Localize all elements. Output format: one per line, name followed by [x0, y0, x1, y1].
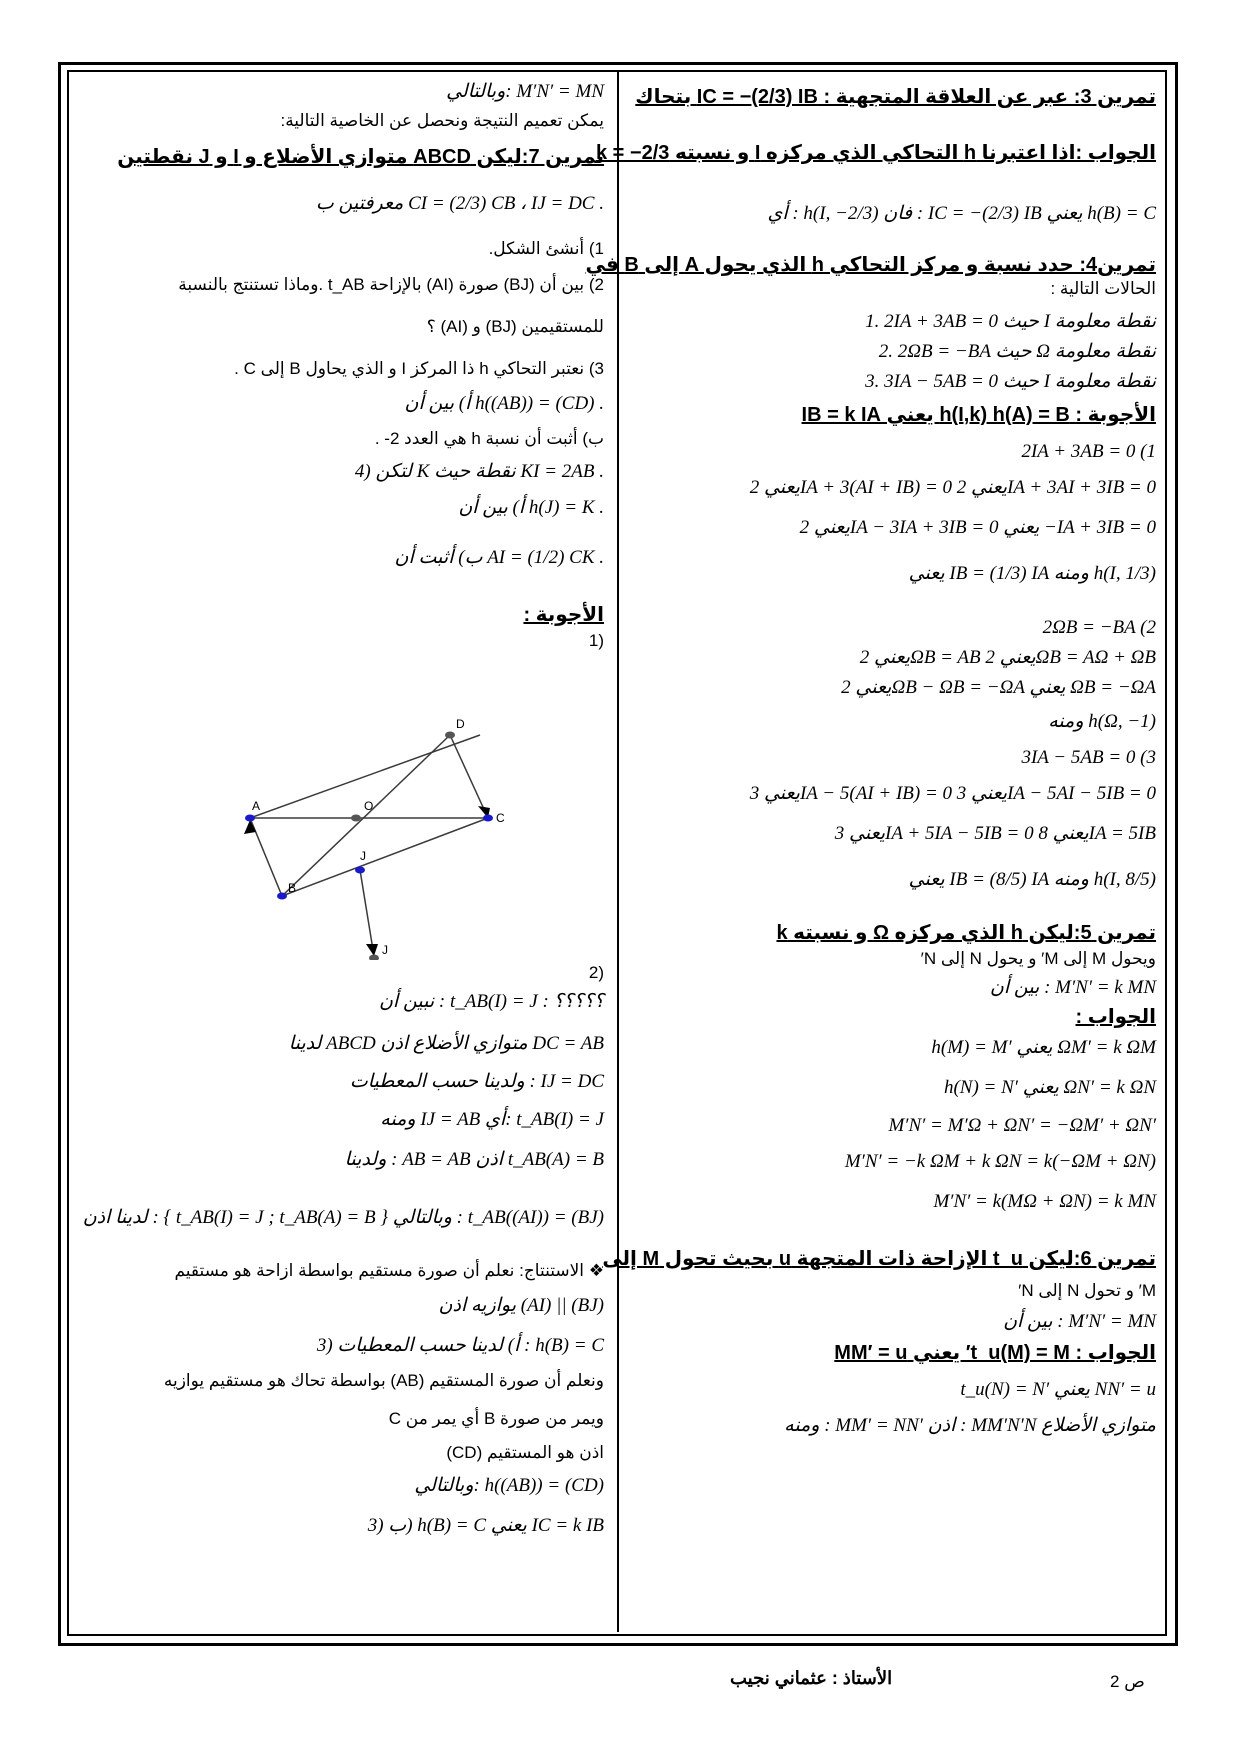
- line: يعني 2IA + 3(AI + IB) = 0 يعني 2IA + 3AI + 3IB = 0: [749, 477, 1156, 498]
- line: أي : h(I, −2/3) فان : IC = −(2/3) IB يعني h(B) = C: [767, 203, 1156, 224]
- line: 3) ب) h(B) = C يعني IC = k IB: [367, 1515, 604, 1536]
- line: ويمر من صورة B أي يمر من C: [388, 1409, 604, 1428]
- line: h(M) = M′ يعني ΩM′ = k ΩM: [931, 1037, 1156, 1058]
- label-j: J: [382, 943, 388, 957]
- line: ب) أثبت أن نسبة h هي العدد 2- .: [374, 429, 604, 448]
- case-1: 1. 2IA + 3AB = 0 حيث I نقطة معلومة: [865, 311, 1156, 332]
- point-d: [445, 732, 455, 739]
- line: M′N′ = M′Ω + ΩN′ = −ΩM′ + ΩN′: [888, 1115, 1156, 1136]
- line: وبالتالي: M′N′ = MN: [446, 81, 604, 102]
- line: 2ΩB = −BA (2: [1042, 617, 1156, 638]
- case-3: 3. 3IA − 5AB = 0 حيث I نقطة معلومة: [865, 371, 1156, 392]
- line: الحالات التالية :: [1050, 279, 1156, 298]
- line: M′N′ = −k ΩM + k ΩN = k(−ΩM + ΩN): [844, 1151, 1156, 1172]
- arrow-ij: [366, 944, 378, 956]
- line: ويحول M إلى M′ و يحول N إلى N′: [920, 949, 1156, 968]
- exercise-6-answer: الجواب : t_u(M) = M′ يعني MM′ = u: [834, 1342, 1156, 1364]
- line: (1: [588, 631, 604, 650]
- line: أ) بين أن h(J) = K .: [458, 497, 604, 518]
- line: 4) لتكن K نقطة حيث KI = 2AB .: [354, 461, 604, 482]
- column-divider: [617, 70, 619, 1632]
- line: t_u(N) = N′ يعني NN′ = u: [960, 1379, 1156, 1400]
- line: 3IA − 5AB = 0 (3: [1021, 747, 1156, 768]
- point-b: [277, 893, 287, 900]
- line: يعني IB = (8/5) IA ومنه h(I, 8/5): [908, 869, 1156, 890]
- label-a: A: [252, 799, 261, 813]
- line: ونعلم أن صورة المستقيم (AB) بواسطة تحاك هو مستقيم يوازيه: [163, 1371, 604, 1390]
- exercise-7-heading: تمرين 7:ليكن ABCD متوازي الأضلاع و I و J نقطتين: [117, 146, 604, 168]
- line: ولدينا حسب المعطيات : IJ = DC: [349, 1071, 604, 1092]
- point-c: [483, 815, 493, 822]
- diagonal-bd: [282, 735, 450, 896]
- line: يعني 2ΩB = AB يعني 2ΩB = AΩ + ΩB: [859, 647, 1156, 668]
- line: اذن هو المستقيم (CD): [446, 1443, 604, 1462]
- line: بين أن : M′N′ = k MN: [989, 977, 1156, 998]
- author-credit: الأستاذ : عثماني نجيب: [730, 1668, 893, 1688]
- side-dc: [450, 735, 488, 818]
- line: معرفتين ب CI = (2/3) CB ، IJ = DC .: [315, 193, 604, 214]
- answers-heading: الأجوبة :: [523, 604, 604, 626]
- segment-ij: [360, 870, 374, 956]
- exercise-4-answers: الأجوبة : h(I,k) h(A) = B يعني IB = k IA: [801, 404, 1156, 426]
- line: ب) أثبت أن AI = (1/2) CK .: [394, 547, 604, 568]
- label-b: B: [288, 881, 297, 895]
- line: نبين أن : t_AB(I) = J : ؟؟؟؟؟: [378, 991, 604, 1012]
- line: ومنه h(Ω, −1): [1048, 711, 1156, 732]
- line: يعني IB = (1/3) IA ومنه h(I, 1/3): [908, 563, 1156, 584]
- line: 1) أنشئ الشكل.: [488, 239, 604, 258]
- label-i: J: [360, 849, 366, 863]
- exercise-6-heading: تمرين 6:ليكن t_u الإزاحة ذات المتجهة u بحيث تحول M إلى: [602, 1248, 1156, 1270]
- line: للمستقيمين (BJ) و (AI) ؟: [426, 317, 604, 336]
- exercise-3-answer: الجواب :اذا اعتبرنا h التحاكي الذي مركزه I و نسبته k = −2/3: [596, 142, 1156, 164]
- line: 2IA + 3AB = 0 (1: [1021, 441, 1156, 462]
- line: يعني 2ΩB − ΩB = −ΩA يعني ΩB = −ΩA: [841, 677, 1156, 698]
- line: يعني 3IA − 5(AI + IB) = 0 يعني 3IA − 5AI − 5IB = 0: [749, 783, 1156, 804]
- side-bc: [282, 818, 488, 896]
- line: يوازيه اذن (AI) || (BJ): [438, 1295, 604, 1316]
- line: يعني 3IA + 5IA − 5IB = 0 يعني 8IA = 5IB: [834, 823, 1156, 844]
- line: لدينا ABCD متوازي الأضلاع اذن DC = AB: [288, 1033, 604, 1054]
- point-i: [355, 867, 365, 874]
- exercise-4-heading: تمرين4: حدد نسبة و مركز التحاكي h الذي يحول A إلى B في: [585, 254, 1156, 276]
- label-c: C: [496, 811, 505, 825]
- line: أ) بين أن h((AB)) = (CD) .: [404, 393, 604, 414]
- line: h(N) = N′ يعني ΩN′ = k ΩN: [943, 1077, 1156, 1098]
- line: ولدينا : AB = AB اذن t_AB(A) = B: [344, 1149, 604, 1170]
- point-j: [369, 955, 379, 961]
- label-d: D: [456, 717, 465, 731]
- page-number: ص 2: [1110, 1672, 1145, 1691]
- line: (2: [588, 963, 604, 982]
- line: 3) نعتبر التحاكي h ذا المركز I و الذي يحاول B إلى C .: [234, 359, 604, 378]
- line: 3) أ) لدينا حسب المعطيات : h(B) = C: [316, 1335, 604, 1356]
- line: يعني 2IA − 3IA + 3IB = 0 يعني −IA + 3IB = 0: [799, 517, 1156, 538]
- label-o: O: [364, 799, 374, 813]
- line: M′N′ = k(MΩ + ΩN) = k MN: [933, 1191, 1156, 1212]
- exercise-5-heading: تمرين 5:ليكن h الذي مركزه Ω و نسبته k: [776, 922, 1156, 944]
- line: ❖ الاستنتاج: نعلم أن صورة مستقيم بواسطة ازاحة هو مستقيم: [174, 1261, 604, 1280]
- point-a: [245, 815, 255, 822]
- line: ومنه : MM′ = NN′ اذن : MM′N′N متوازي الأضلاع: [784, 1415, 1156, 1436]
- line: M′ و تحول N إلى N′: [1018, 1281, 1156, 1300]
- case-2: 2. 2ΩB = −BA حيث Ω نقطة معلومة: [878, 341, 1156, 362]
- point-o: [351, 815, 361, 822]
- line: بين أن : M′N′ = MN: [1003, 1311, 1156, 1332]
- line: يمكن تعميم النتيجة ونحصل عن الخاصية التالية:: [280, 111, 604, 130]
- parallelogram-figure: [230, 670, 590, 960]
- line: 2) بين أن (BJ) صورة (AI) بالإزاحة t_AB .وماذا تستنتج بالنسبة: [178, 275, 604, 294]
- exercise-5-answer: الجواب :: [1075, 1006, 1156, 1028]
- line: وبالتالي: h((AB)) = (CD): [414, 1475, 604, 1496]
- line: لدينا اذن : { t_AB(I) = J ; t_AB(A) = B } وبالتالي : t_AB((AI)) = (BJ): [82, 1207, 604, 1228]
- line: ومنه IJ = AB أي: t_AB(I) = J: [380, 1109, 604, 1130]
- exercise-3-heading: تمرين 3: عبر عن العلاقة المتجهية : IC = −(2/3) IB بتحاك: [635, 86, 1156, 108]
